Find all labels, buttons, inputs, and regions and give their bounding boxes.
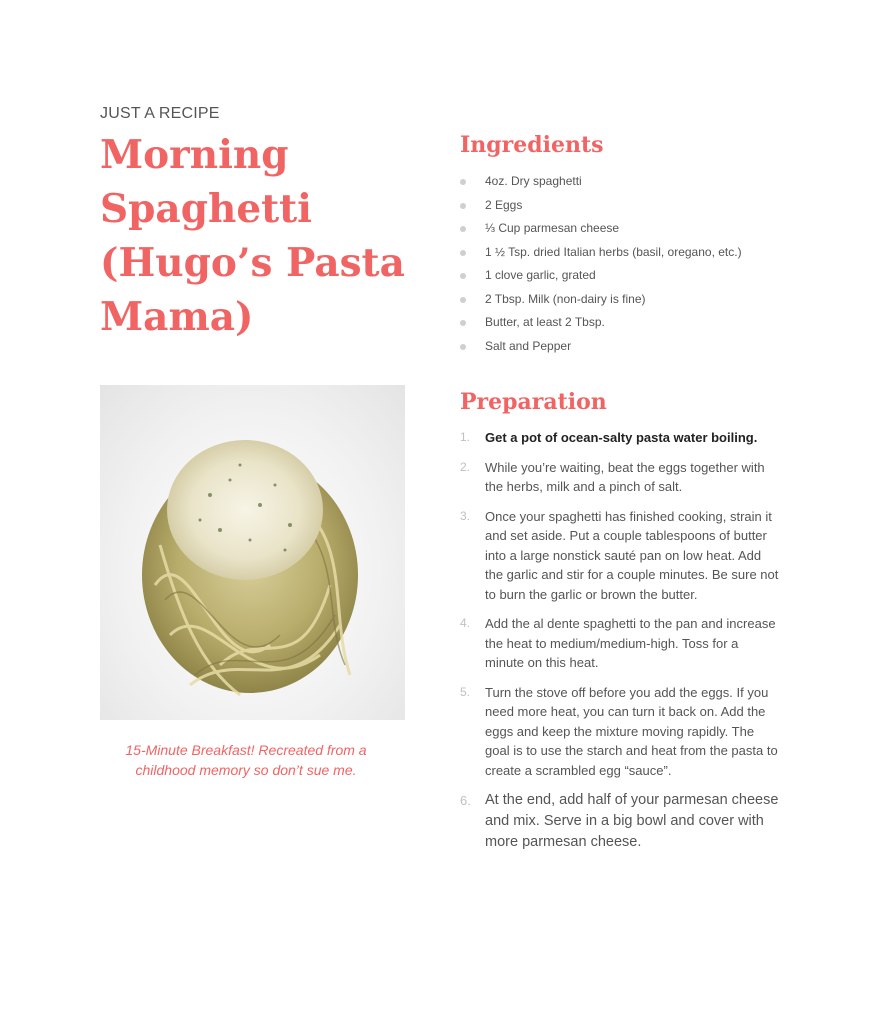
bullet-icon [460,203,466,209]
spaghetti-bowl-illustration [100,385,405,720]
step-item [460,790,780,853]
step-number: 4. [460,616,471,630]
photo-caption: 15-Minute Breakfast! Recreated from a childhood memory so don’t sue me. [125,742,367,778]
bullet-icon [460,250,466,256]
step-text: Get a pot of ocean-salty pasta water boiling. [485,430,758,445]
step-item [460,683,780,781]
bullet-icon [460,320,466,326]
step-item [460,428,780,448]
step-text: Once your spaghetti has finished cooking, strain it and set aside. Put a couple tablespoons of butter into a large nonstick sauté pan on low heat. Add the garlic and stir for a couple minutes. Be sure not to burn the garlic or brown the butter. [485,508,779,602]
ingredients-list [460,170,820,358]
bullet-icon [460,344,466,350]
recipe-title: Morning Spaghetti (Hugo’s Pasta Mama) [100,132,405,340]
spaghetti-photo [100,385,405,720]
bullet-icon [460,297,466,303]
step-text: While you’re waiting, beat the eggs together with the herbs, milk and a pinch of salt. [485,459,765,494]
recipe-kicker: JUST A RECIPE [100,105,220,122]
step-item [460,614,780,673]
step-number: 6. [460,793,471,808]
ingredient-item: 2 Tbsp. Milk (non-dairy is fine) [460,288,820,312]
bullet-icon [460,179,466,185]
ingredients-heading: Ingredients [460,132,604,158]
step-text: Add the al dente spaghetti to the pan and increase the heat to medium/medium-high. Toss for a minute on this heat. [485,616,776,670]
preparation-heading: Preparation [460,389,607,415]
ingredient-item: 1 clove garlic, grated [460,264,820,288]
ingredient-item: 4oz. Dry spaghetti [460,170,820,194]
step-number: 1. [460,430,471,444]
ingredient-item: Butter, at least 2 Tbsp. [460,311,820,335]
step-number: 2. [460,459,471,474]
step-number: 5. [460,684,471,699]
step-number: 3. [460,508,471,523]
bullet-icon [460,273,466,279]
ingredient-item: Salt and Pepper [460,335,820,359]
ingredient-item: ⅓ Cup parmesan cheese [460,217,820,241]
step-item [460,507,780,605]
ingredient-item: 2 Eggs [460,194,820,218]
preparation-steps [460,428,780,863]
bullet-icon [460,226,466,232]
step-text: At the end, add half of your parmesan cheese and mix. Serve in a big bowl and cover with more parmesan cheese. [485,792,779,850]
step-item [460,458,780,497]
ingredient-item: 1 ½ Tsp. dried Italian herbs (basil, oregano, etc.) [460,241,820,265]
step-text: Turn the stove off before you add the eggs. If you need more heat, you can turn it back on. Add the eggs and keep the mixture moving rapidly. The goal is to use the starch and heat from the pasta to create a scrambled egg “sauce”. [485,684,778,778]
